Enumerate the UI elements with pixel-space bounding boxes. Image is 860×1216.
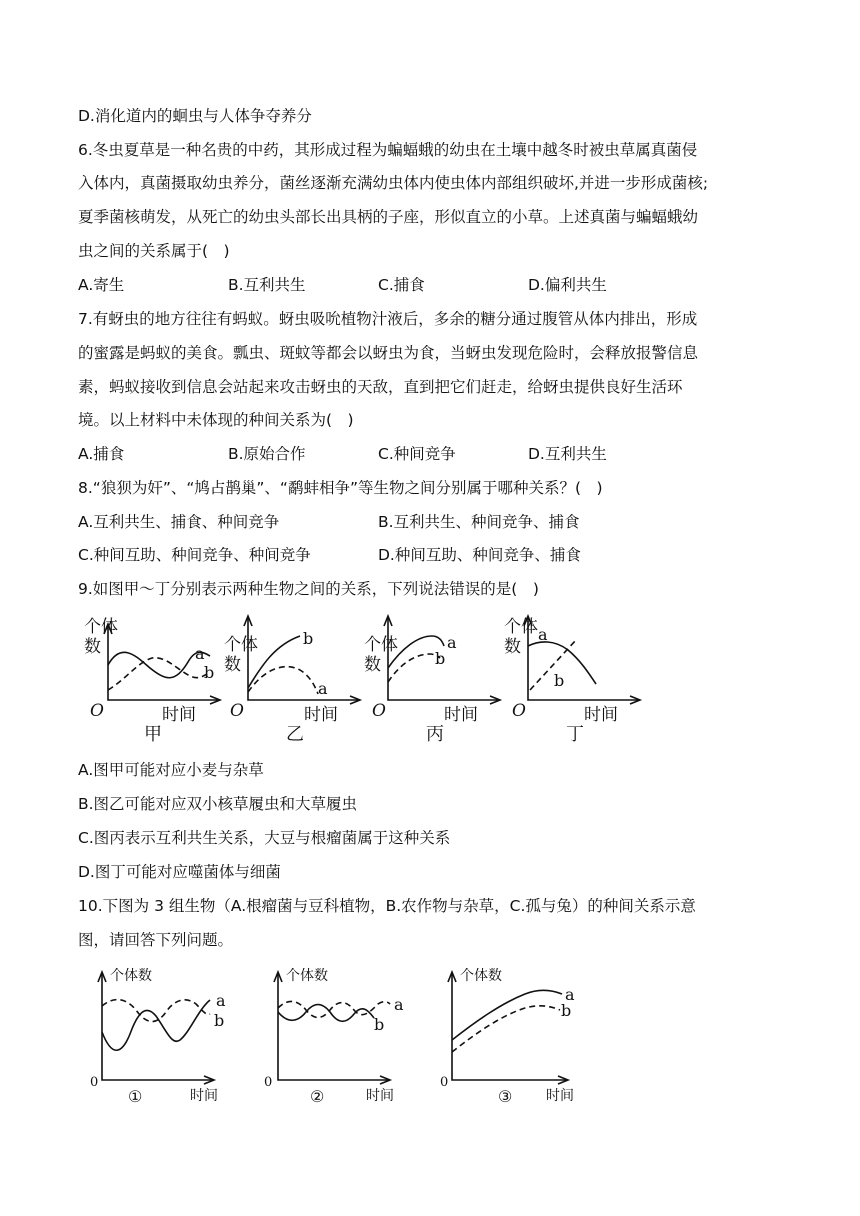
graph-ding-origin: O (512, 701, 526, 721)
q8-option-d: D.种间互助、种间竞争、捕食 (378, 546, 581, 564)
q10-stem-line-2: 图，请回答下列问题。 (78, 931, 234, 949)
graph-yi-xlabel: 时间 (304, 705, 338, 725)
q7-option-d: D.互利共生 (528, 445, 607, 463)
graph-1-label-b: b (214, 1011, 225, 1030)
q6-stem-line-3: 夏季菌核萌发，从死亡的幼虫头部长出具柄的子座，形似直立的小草。上述真菌与蝙蝠蛾幼 (78, 208, 699, 226)
graph-yi-origin: O (230, 701, 244, 721)
graph-3-curve-b (452, 1006, 560, 1052)
q9-option-c: C.图丙表示互利共生关系，大豆与根瘤菌属于这种关系 (78, 829, 451, 847)
graph-bing-label-a: a (447, 633, 457, 652)
graph-yi-caption: 乙 (286, 724, 304, 745)
q8-option-c: C.种间互助、种间竞争、种间竞争 (78, 546, 311, 564)
graph-jia-caption: 甲 (144, 724, 162, 745)
graph-2-origin: 0 (264, 1075, 273, 1090)
graph-ding (504, 616, 640, 745)
q6-option-d: D.偏利共生 (528, 276, 607, 294)
graph-bing-caption: 丙 (426, 724, 444, 745)
q10-stem-line-1: 10.下图为 3 组生物（A.根瘤菌与豆科植物，B.农作物与杂草，C.孤与兔）的种间关系示意 (78, 897, 696, 915)
q7-option-b: B.原始合作 (228, 445, 306, 463)
graph-bing-ylabel-2: 数 (364, 655, 381, 675)
graph-1-axes (102, 974, 212, 1080)
q5-option-d: D.消化道内的蛔虫与人体争夺养分 (78, 107, 312, 125)
graph-1-curve-b (102, 1000, 210, 1050)
q7-stem-line-1: 7.有蚜虫的地方往往有蚂蚁。蚜虫吸吮植物汁液后，多余的糖分通过腹管从体内排出，形成 (78, 310, 698, 328)
graph-3-label-a: a (565, 985, 575, 1004)
graph-ding-label-a: a (538, 625, 548, 644)
q7-option-a: A.捕食 (78, 445, 125, 463)
graph-yi-axis-arrows (244, 616, 360, 704)
graph-1 (90, 967, 226, 1106)
q8-option-a: A.互利共生、捕食、种间竞争 (78, 513, 280, 531)
graph-yi-label-a: a (318, 679, 328, 698)
graph-3 (440, 967, 575, 1106)
graph-3-curve-a (452, 990, 562, 1040)
graph-2-axes (278, 974, 388, 1080)
q7-stem-line-4: 境。以上材料中未体现的种间关系为( ) (78, 411, 354, 429)
graph-ding-label-b: b (554, 671, 565, 690)
graph-bing-xlabel: 时间 (444, 705, 478, 725)
graph-yi-ylabel-2: 数 (224, 655, 241, 675)
graph-2-axis-arrows (274, 972, 390, 1084)
graph-bing-ylabel-1: 个体 (364, 635, 398, 655)
graph-jia-axis-arrows (104, 624, 220, 704)
graph-3-xlabel: 时间 (546, 1088, 574, 1104)
graph-3-axis-arrows (448, 972, 568, 1084)
graph-1-origin: 0 (90, 1075, 99, 1090)
graph-bing (364, 616, 500, 745)
graph-2-curve-b (278, 1005, 374, 1022)
q9-stem: 9.如图甲～丁分别表示两种生物之间的关系，下列说法错误的是( ) (78, 580, 539, 598)
q6-stem-line-2: 入体内，真菌摄取幼虫养分，菌丝逐渐充满幼虫体内使虫体内部组织破坏,并进一步形成菌核; (78, 174, 709, 192)
graph-2 (264, 967, 404, 1106)
graph-ding-caption: 丁 (566, 724, 584, 745)
graph-3-origin: 0 (440, 1075, 449, 1090)
graph-yi (224, 616, 360, 745)
graph-3-label-b: b (561, 1001, 572, 1020)
graph-jia-label-a: a (195, 644, 205, 663)
graph-ding-curve-b (530, 640, 576, 690)
graph-1-axis-arrows (98, 972, 214, 1084)
graph-1-ylabel: 个体数 (110, 968, 152, 984)
q6-stem-line-1: 6.冬虫夏草是一种名贵的中药，其形成过程为蝙蝠蛾的幼虫在土壤中越冬时被虫草属真菌侵 (78, 141, 698, 159)
q9-option-d: D.图丁可能对应噬菌体与细菌 (78, 863, 281, 881)
q6-stem-line-4: 虫之间的关系属于( ) (78, 242, 230, 260)
graph-3-caption: ③ (498, 1087, 513, 1106)
graph-ding-ylabel-2: 数 (504, 637, 521, 657)
graph-bing-label-b: b (435, 649, 446, 668)
graph-jia-axes (108, 626, 218, 700)
graph-3-ylabel: 个体数 (460, 968, 502, 984)
graph-yi-ylabel-1: 个体 (224, 635, 258, 655)
q8-stem: 8.“狼狈为奸”、“鸠占鹊巢”、“鹬蚌相争”等生物之间分别属于哪种关系？( ) (78, 479, 603, 497)
graph-ding-xlabel: 时间 (584, 705, 618, 725)
graph-2-xlabel: 时间 (366, 1088, 394, 1104)
q6-option-c: C.捕食 (378, 276, 425, 294)
graph-1-label-a: a (216, 991, 226, 1010)
graph-2-ylabel: 个体数 (286, 968, 328, 984)
graph-1-xlabel: 时间 (190, 1088, 218, 1104)
graph-1-curve-a (102, 1000, 210, 1022)
q9-graphs (0, 600, 860, 750)
q9-option-a: A.图甲可能对应小麦与杂草 (78, 761, 264, 779)
q10-graphs (0, 960, 860, 1110)
graph-2-caption: ② (310, 1087, 325, 1106)
graph-jia-origin: O (90, 701, 104, 721)
graph-jia (84, 617, 220, 745)
q8-option-b: B.互利共生、种间竞争、捕食 (378, 513, 580, 531)
graph-1-caption: ① (128, 1087, 143, 1106)
graph-ding-ylabel-1: 个体 (504, 617, 538, 637)
graph-jia-xlabel: 时间 (162, 705, 196, 725)
graph-yi-label-b: b (303, 629, 314, 648)
graph-jia-ylabel-2: 数 (84, 637, 101, 657)
q7-stem-line-2: 的蜜露是蚂蚁的美食。瓢虫、斑蚊等都会以蚜虫为食，当蚜虫发现危险时，会释放报警信息 (78, 344, 699, 362)
graph-jia-ylabel-1: 个体 (84, 617, 118, 637)
q6-option-b: B.互利共生 (228, 276, 306, 294)
q9-option-b: B.图乙可能对应双小核草履虫和大草履虫 (78, 795, 358, 813)
graph-bing-origin: O (372, 701, 386, 721)
graph-2-label-b: b (374, 1015, 385, 1034)
q6-option-a: A.寄生 (78, 276, 125, 294)
graph-jia-label-b: b (204, 663, 215, 682)
q7-stem-line-3: 素，蚂蚁接收到信息会站起来攻击蚜虫的天敌，直到把它们赶走，给蚜虫提供良好生活环 (78, 378, 683, 396)
graph-2-label-a: a (394, 995, 404, 1014)
q7-option-c: C.种间竞争 (378, 445, 456, 463)
